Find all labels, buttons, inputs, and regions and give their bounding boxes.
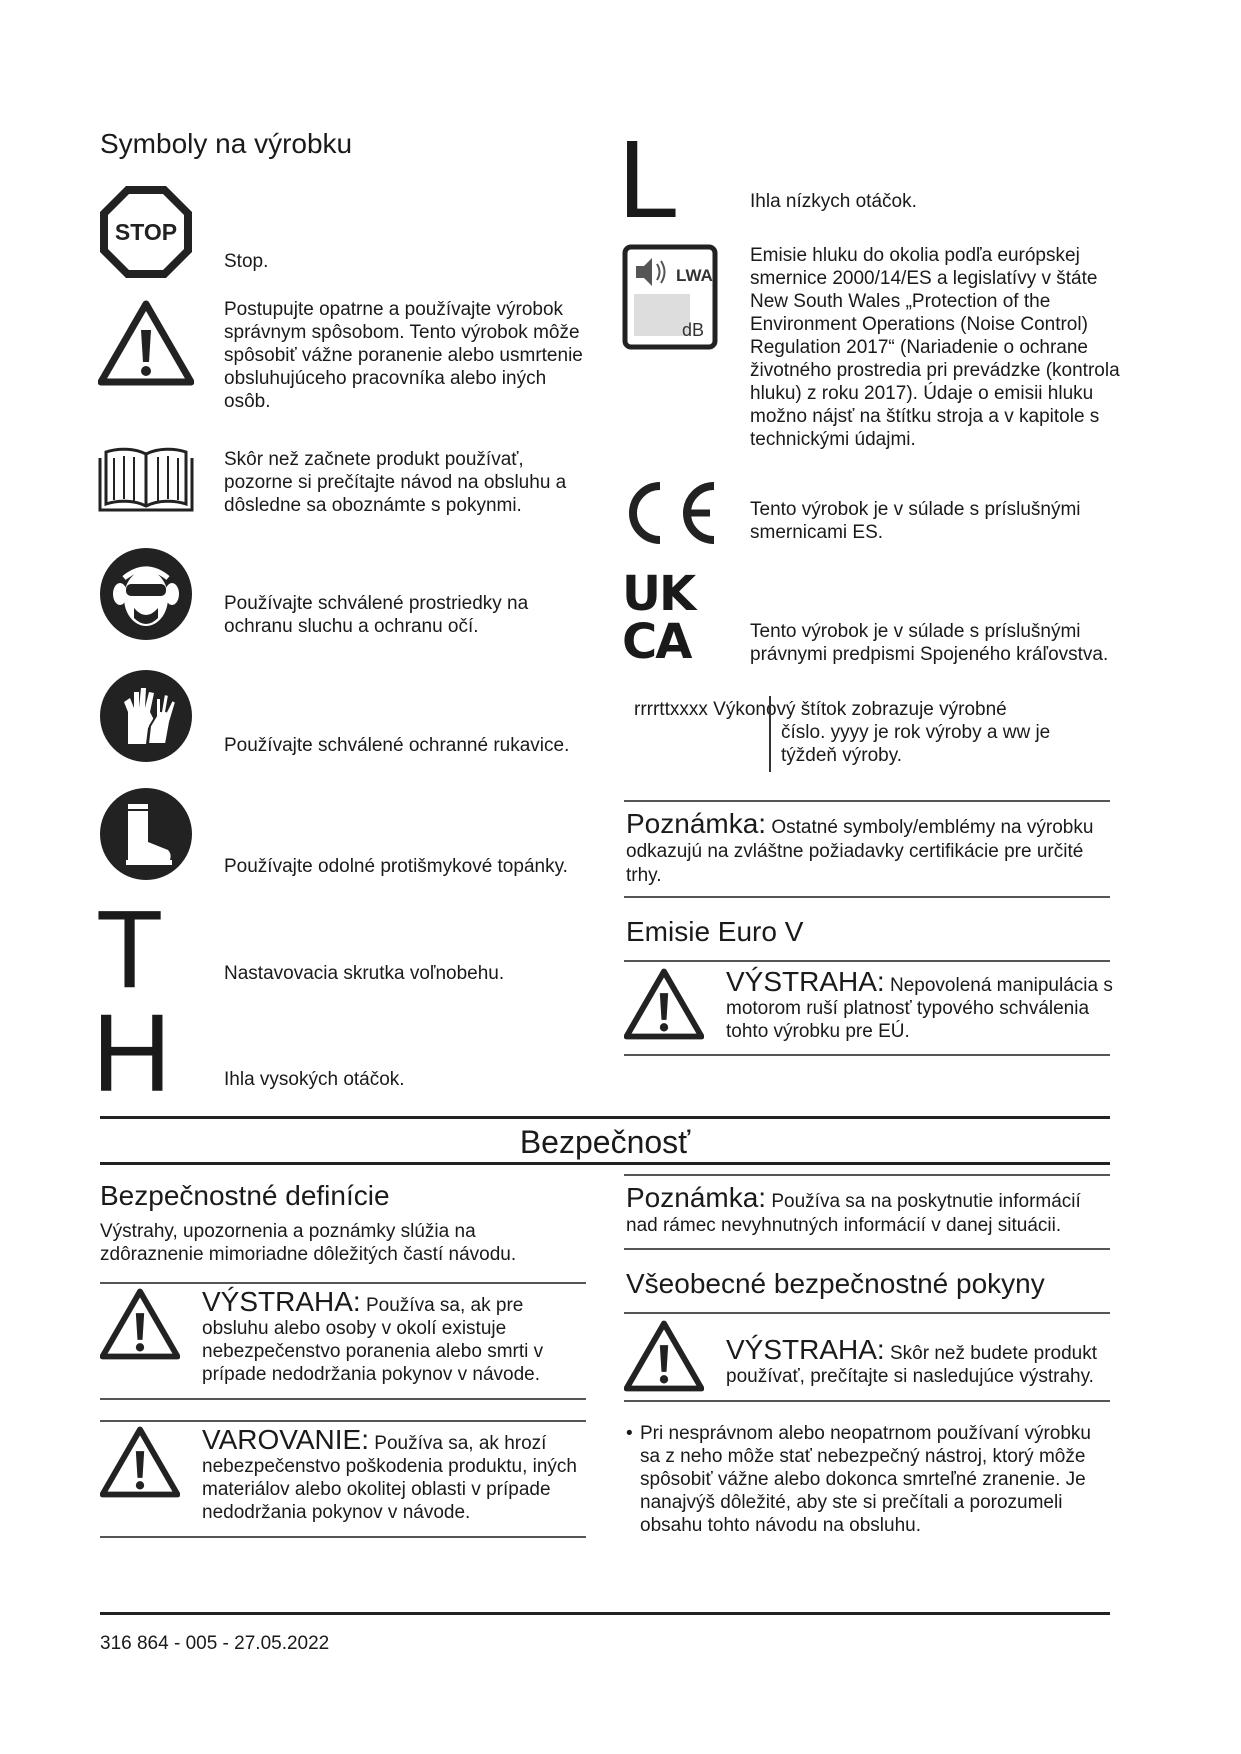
symbol-text-protection: Používajte schválené prostriedky na ochranu sluchu a ochranu očí.: [224, 593, 529, 637]
serial-text-line1: Výkonový štítok zobrazuje výrobné: [713, 699, 1007, 720]
symbol-text-idle-screw: Nastavovacia skrutka voľnobehu.: [224, 963, 505, 984]
definition-caution: [202, 1424, 592, 1524]
serial-block: [634, 698, 1094, 721]
divider: [624, 1400, 1110, 1402]
heading-safety-definitions: Bezpečnostné definície: [100, 1180, 390, 1211]
noise-label-icon: [622, 244, 718, 350]
general-warning: [726, 1334, 1116, 1388]
gloves-icon: [98, 668, 194, 764]
definition-warning: [202, 1286, 586, 1386]
serial-code: rrrrttxxxx: [634, 699, 708, 720]
divider: [624, 1054, 1110, 1056]
note-symbols: [626, 808, 1110, 888]
ukca-mark-icon: [622, 566, 698, 670]
heading-general-safety: Všeobecné bezpečnostné pokyny: [626, 1268, 1045, 1299]
general-warning-text: Skôr než budete produkt používať, prečítajte si nasledujúce výstrahy.: [726, 1343, 1098, 1387]
warning-triangle-icon: [100, 1426, 180, 1498]
divider: [624, 800, 1110, 802]
letter-t-icon: T: [96, 888, 164, 1011]
divider: [624, 896, 1110, 898]
bullet-text: Pri nesprávnom alebo neopatrnom používaní výrobku sa z neho môže stať nebezpečný nástroj, ktorý môže spôsobiť vážne alebo dokonca smrteľné zranenie. Je nanajvýš dôležité, aby ste si prečítali a porozumeli obsahu tohto návodu na obsluhu.: [640, 1423, 1091, 1536]
divider: [624, 960, 1110, 962]
divider: [100, 1116, 1110, 1119]
serial-divider: [769, 696, 771, 772]
footer-doc-id: 316 864 - 005 - 27.05.2022: [100, 1633, 330, 1654]
divider: [100, 1398, 586, 1400]
divider: [624, 1248, 1110, 1250]
bullet-paragraph: [640, 1422, 1110, 1537]
symbol-text-manual: Skôr než začnete produkt používať, pozorne si prečítajte návod na obsluhu a dôsledne sa oboznámte s pokynmi.: [224, 449, 567, 516]
letter-l-icon: L: [618, 118, 680, 241]
definition-warning-label: VÝSTRAHA:: [202, 1286, 361, 1317]
definition-note-text: Používa sa na poskytnutie informácií nad rámec nevyhnutných informácií v danej situácii.: [626, 1191, 1081, 1236]
divider: [100, 1536, 586, 1538]
ce-mark-icon: [622, 478, 722, 548]
symbol-text-gloves: Používajte schválené ochranné rukavice.: [224, 735, 570, 756]
note-text: Ostatné symboly/emblémy na výrobku odkazujú na zvláštne požiadavky certifikácie pre určité trhy.: [626, 817, 1094, 886]
note-label: Poznámka:: [626, 808, 767, 839]
definition-caution-text: Používa sa, ak hrozí nebezpečenstvo poškodenia produktu, iných materiálov alebo okolitej oblasti v prípade nedodržania pokynov v návode.: [202, 1433, 577, 1523]
divider: [100, 1162, 1110, 1165]
symbol-text-ukca: Tento výrobok je v súlade s príslušnými právnymi predpismi Spojeného kráľovstva.: [750, 621, 1109, 665]
face-protection-icon: [98, 546, 194, 642]
ukca-mark-top: UK: [622, 566, 695, 622]
heading-euro-v: Emisie Euro V: [626, 916, 804, 947]
euro-warning-text: Nepovolená manipulácia s motorom ruší platnosť typového schválenia tohto výrobku pre EÚ.: [726, 975, 1113, 1042]
divider: [624, 1174, 1110, 1176]
serial-text-rest: číslo. yyyy je rok výroby a ww je týždeň výroby.: [781, 722, 1051, 766]
symbol-text-high-speed: Ihla vysokých otáčok.: [224, 1069, 405, 1090]
warning-triangle-icon: [624, 968, 704, 1040]
symbol-text-stop: Stop.: [224, 251, 269, 272]
general-warning-label: VÝSTRAHA:: [726, 1334, 885, 1365]
divider: [100, 1282, 586, 1284]
symbol-text-boots: Používajte odolné protišmykové topánky.: [224, 856, 568, 877]
symbol-text-low-speed: Ihla nízkych otáčok.: [750, 191, 917, 212]
warning-triangle-icon: [624, 1320, 704, 1392]
symbol-text-warning: Postupujte opatrne a používajte výrobok správnym spôsobom. Tento výrobok môže spôsobiť vážne poranenie alebo usmrtenie obsluhujúceho pracovníka alebo iných osôb.: [224, 299, 583, 412]
bullet-marker: •: [626, 1423, 633, 1444]
definitions-intro: Výstrahy, upozornenia a poznámky slúžia na zdôraznenie mimoriadne dôležitých častí návodu.: [100, 1221, 517, 1265]
section-heading-safety: Bezpečnosť: [519, 1124, 691, 1160]
svg-text:STOP: STOP: [114, 219, 178, 245]
symbol-text-noise: Emisie hluku do okolia podľa európskej smernice 2000/14/ES a legislatívy v štáte New South Wales „Protection of the Environment Operations (Noise Control) Regulation 2017“ (Nariadenie o ochrane životného prostredia pri prevádzke (kontrola hluku) z roku 2017). Údaje o emisii hluku možno nájsť na štítku stroja a v kapitole s technickými údajmi.: [750, 245, 1120, 450]
section-heading-symbols: Symboly na výrobku: [100, 128, 353, 159]
stop-sign-icon: [98, 184, 194, 280]
ukca-mark-bottom: CA: [622, 614, 691, 670]
definition-note: [626, 1182, 1110, 1238]
definition-caution-label: VAROVANIE:: [202, 1424, 370, 1455]
noise-lwa-label: LWA: [676, 266, 713, 285]
divider: [100, 1420, 586, 1422]
noise-db-label: dB: [681, 320, 704, 340]
boots-icon: [98, 786, 194, 882]
divider: [100, 1612, 1110, 1615]
definition-warning-text: Používa sa, ak pre obsluhu alebo osoby v okolí existuje nebezpečenstvo poranenia alebo smrti v prípade nedodržania pokynov v návode.: [202, 1295, 544, 1385]
letter-h-icon: H: [92, 992, 172, 1115]
warning-triangle-icon: [100, 1288, 180, 1360]
open-book-icon: [98, 444, 194, 514]
divider: [624, 1312, 1110, 1314]
warning-triangle-icon: [98, 300, 194, 386]
symbol-text-ce: Tento výrobok je v súlade s príslušnými smernicami ES.: [750, 499, 1081, 543]
euro-warning: [726, 966, 1116, 1043]
euro-warning-label: VÝSTRAHA:: [726, 966, 885, 997]
definition-note-label: Poznámka:: [626, 1182, 767, 1213]
